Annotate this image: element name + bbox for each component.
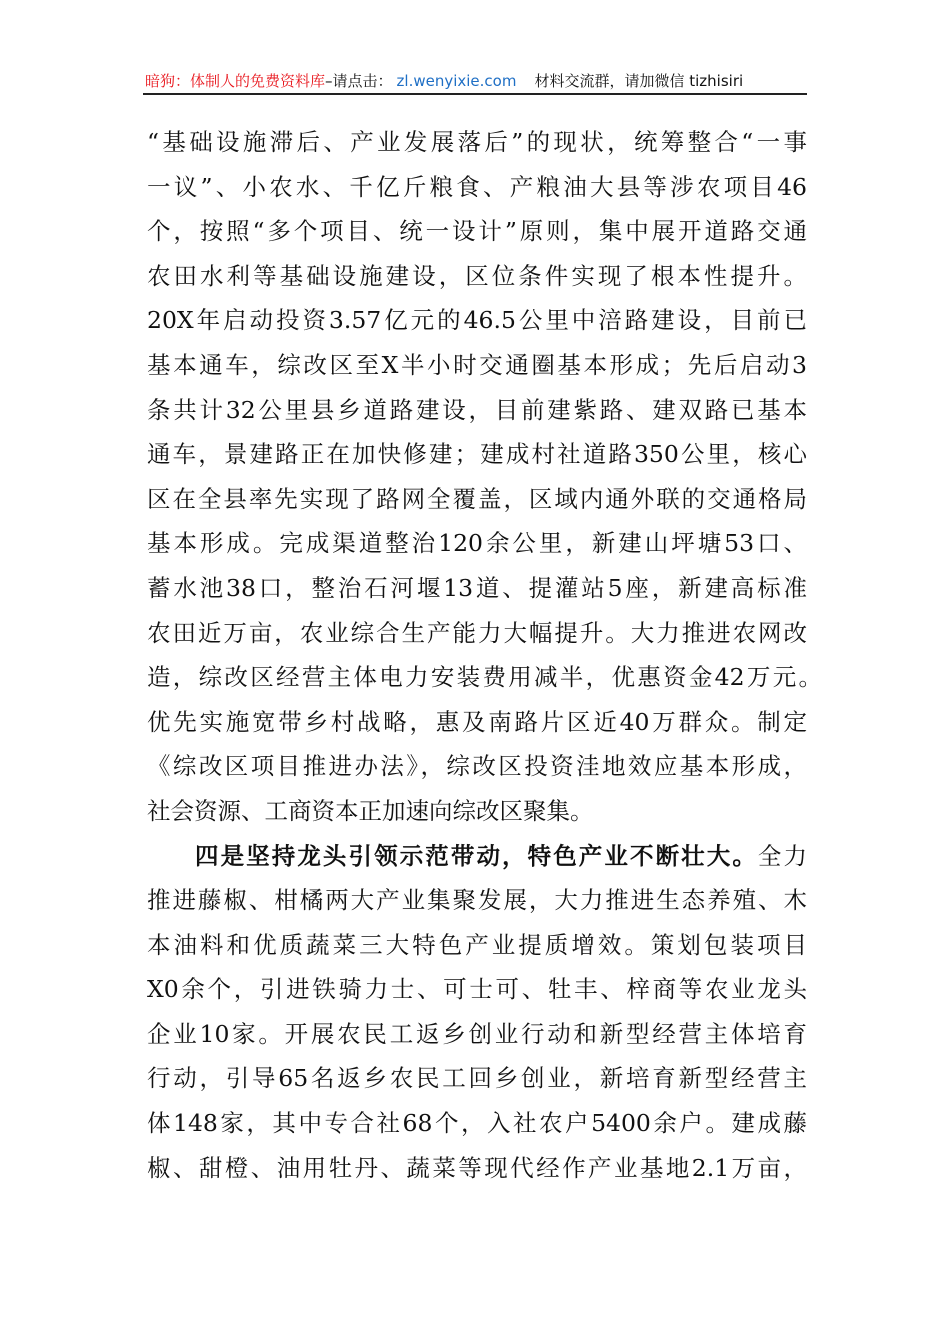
text-line: 本油料和优质蔬菜三大特色产业提质增效。策划包装项目 — [147, 930, 807, 959]
text-line: 农田近万亩，农业综合生产能力大幅提升。大力推进农网改 — [147, 618, 807, 647]
text-line: 基本通车，综改区至X半小时交通圈基本形成；先后启动3 — [147, 350, 807, 379]
text-line: 农田水利等基础设施建设，区位条件实现了根本性提升。 — [147, 261, 807, 290]
text-line: X0余个，引进铁骑力士、可士可、牡丰、梓商等农业龙头 — [147, 975, 807, 1004]
paragraph-1 — [147, 120, 822, 834]
text-line: 个，按照“多个项目、统一设计”原则，集中展开道路交通 — [147, 217, 807, 246]
text-run: 全力 — [757, 841, 808, 870]
header-prompt: –请点击： — [325, 72, 393, 90]
text-line: 基本形成。完成渠道整治120余公里，新建山坪塘53口、 — [147, 529, 807, 558]
header-group-note: 材料交流群，请加微信 tizhisiri — [534, 72, 744, 90]
text-line: 通车，景建路正在加快修建；建成村社道路350公里，核心 — [147, 440, 807, 469]
text-line: 蓄水池38口，整治石河堰13道、提灌站5座，新建高标准 — [147, 573, 807, 602]
text-line: 体148家，其中专合社68个，入社农户5400余户。建成藤 — [147, 1109, 807, 1138]
page-header — [145, 70, 807, 92]
header-brand: 暗狗：体制人的免费资料库 — [145, 72, 326, 90]
header-divider — [143, 93, 807, 95]
text-line: 《综改区项目推进办法》，综改区投资洼地效应基本形成， — [147, 752, 807, 781]
text-line: 一议”、小农水、千亿斤粮食、产粮油大县等涉农项目46 — [147, 172, 807, 201]
text-line: 企业10家。开展农民工返乡创业行动和新型经营主体培育 — [147, 1019, 807, 1048]
document-body — [147, 120, 822, 1190]
text-line: “基础设施滞后、产业发展落后”的现状，统筹整合“一事 — [147, 128, 807, 156]
text-line: 造，综改区经营主体电力安装费用减半，优惠资金42万元。 — [147, 663, 822, 692]
text-line — [147, 834, 807, 879]
paragraph-2 — [147, 834, 807, 1191]
text-line: 优先实施宽带乡村战略，惠及南路片区近40万群众。制定 — [147, 707, 807, 736]
text-line: 行动，引导65名返乡农民工回乡创业，新培育新型经营主 — [147, 1064, 807, 1093]
text-line: 20X年启动投资3.57亿元的46.5公里中涪路建设，目前已 — [147, 306, 807, 335]
text-line: 区在全县率先实现了路网全覆盖，区域内通外联的交通格局 — [147, 484, 807, 513]
header-link[interactable]: zl.wenyixie.com — [396, 72, 517, 90]
text-line: 条共计32公里县乡道路建设，目前建紫路、建双路已基本 — [147, 395, 807, 424]
section-heading: 四是坚持龙头引领示范带动，特色产业不断壮大。 — [195, 841, 758, 870]
text-line: 社会资源、工商资本正加速向综改区聚集。 — [147, 796, 594, 825]
text-line: 椒、甜橙、油用牡丹、蔬菜等现代经作产业基地2.1万亩， — [147, 1153, 807, 1182]
text-line: 推进藤椒、柑橘两大产业集聚发展，大力推进生态养殖、木 — [147, 886, 807, 915]
